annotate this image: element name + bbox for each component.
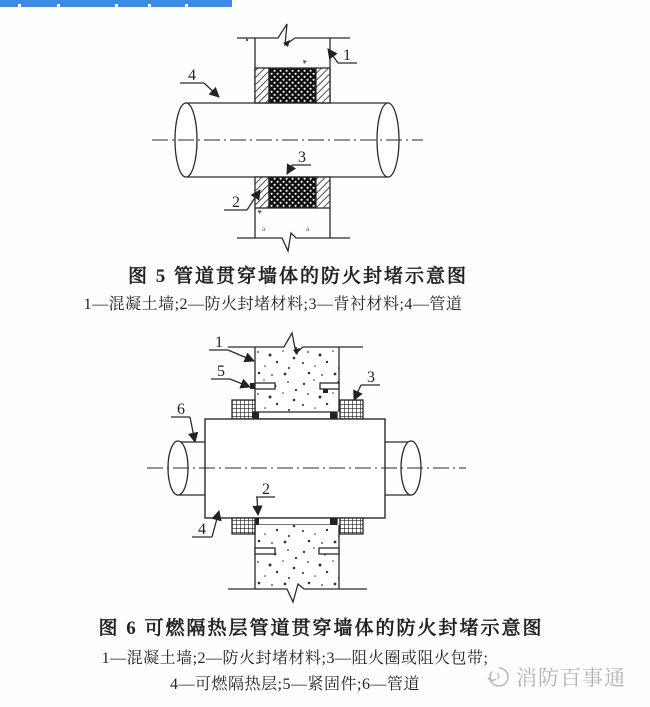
watermark [485, 662, 626, 692]
fig6-callout-5 [211, 363, 250, 387]
brand-logo-icon [485, 664, 511, 690]
svg-text:a: a [306, 225, 310, 233]
fig6-callout-3 [354, 369, 380, 400]
figure5-legend: 1—混凝土墙;2—防火封堵材料;3—背衬材料;4—管道 [83, 296, 463, 313]
fig5-callout-4 [180, 67, 219, 97]
callout-label: 5 [217, 363, 225, 380]
svg-text:a: a [262, 225, 266, 233]
callout-label: 2 [232, 194, 240, 211]
fig6-wall-lower [228, 525, 367, 602]
fig5-callout-3 [287, 149, 311, 174]
callout-label: 4 [198, 521, 206, 538]
figure6-legend-line1: 1—混凝土墙;2—防火封堵材料;3—阻火圈或阻火包带; [101, 650, 489, 667]
fig5-callout-1 [328, 47, 357, 64]
fig5-wall-lower [237, 208, 350, 251]
figure6-legend-line2: 4—可燃隔热层;5—紧固件;6—管道 [170, 676, 420, 693]
figure6-diagram [147, 333, 466, 602]
fig6-seal-strip-lower [253, 518, 337, 525]
figure5-diagram [152, 24, 423, 251]
fig6-seal-strip-upper [253, 412, 337, 419]
fig6-callout-6 [171, 401, 195, 442]
callout-label: 2 [262, 481, 270, 498]
figure6-title: 图 6 可燃隔热层管道贯穿墙体的防火封堵示意图 [98, 618, 544, 639]
callout-label: 3 [298, 149, 306, 166]
callout-label: 4 [188, 67, 196, 84]
watermark-text: 消防百事通 [516, 666, 626, 690]
fig5-seal-block-upper [255, 68, 330, 103]
figure5-title: 图 5 管道贯穿墙体的防火封堵示意图 [127, 266, 468, 287]
callout-label: 1 [343, 47, 351, 64]
callout-label: 6 [177, 401, 185, 418]
callout-label: 3 [367, 369, 375, 386]
callout-label: 1 [215, 334, 223, 351]
fig5-seal-block-lower [255, 177, 330, 208]
